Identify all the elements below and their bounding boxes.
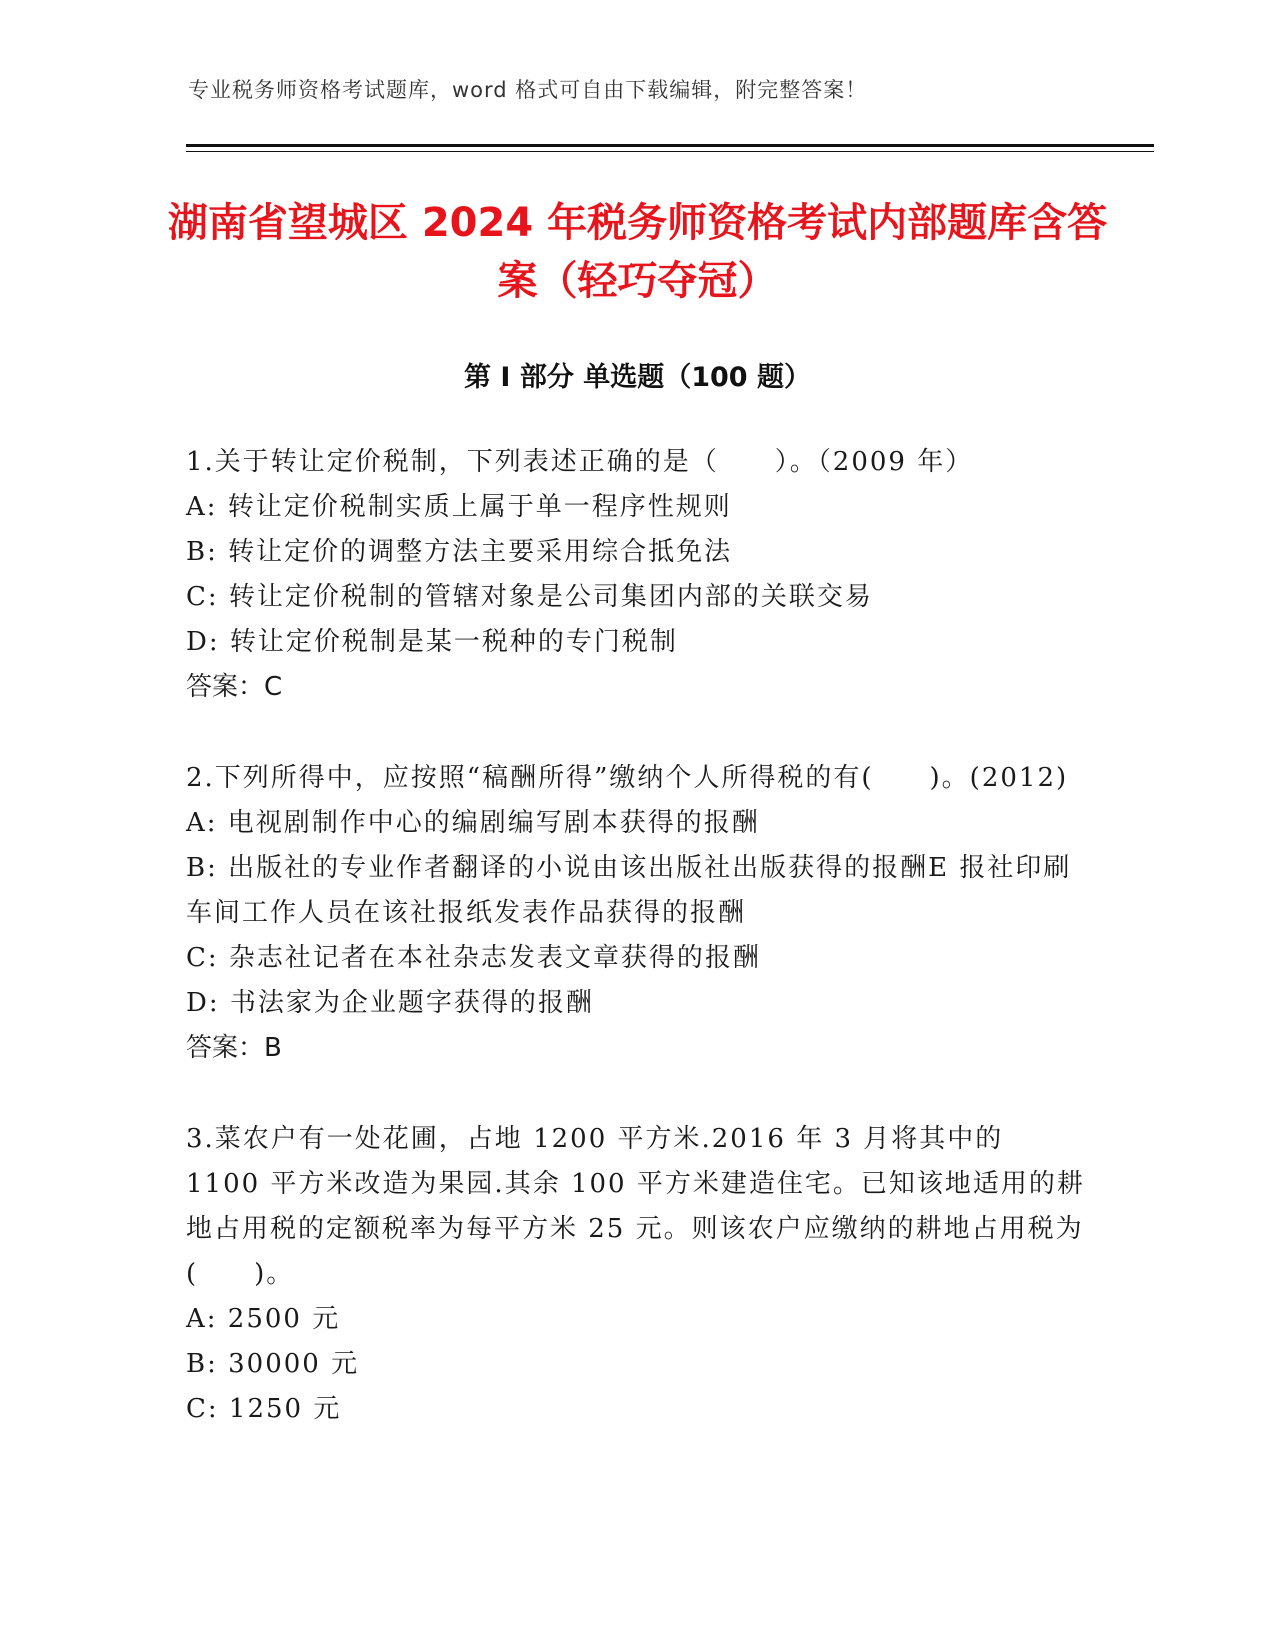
question-text: 1.关于转让定价税制，下列表述正确的是（ ）。（2009 年）: [186, 447, 974, 477]
option-a: A: 2500 元: [186, 1304, 341, 1334]
question-text: 3.菜农户有一处花圃，占地 1200 平方米.2016 年 3 月将其中的 1100 平方米改造为果园.其余 100 平方米建造住宅。已知该地适用的耕地占用税的定额税率为每平方米 25 元。则该农户应缴纳的耕地占用税为( )。: [186, 1124, 1085, 1289]
option-c: C: 转让定价税制的管辖对象是公司集团内部的关联交易: [186, 582, 873, 612]
question-list: [186, 440, 1086, 1478]
option-b: B: 30000 元: [186, 1349, 360, 1379]
question-3: [186, 1117, 1086, 1432]
header-rule-thick: [186, 144, 1154, 147]
option-a: A: 电视剧制作中心的编剧编写剧本获得的报酬: [186, 808, 760, 838]
answer: 答案：C: [186, 672, 283, 702]
option-c: C: 杂志社记者在本社杂志发表文章获得的报酬: [186, 943, 761, 973]
answer: 答案：B: [186, 1033, 282, 1063]
section-heading: 第 I 部分 单选题（100 题）: [463, 362, 811, 393]
header-rule-thin: [186, 151, 1154, 152]
option-b: B: 转让定价的调整方法主要采用综合抵免法: [186, 537, 733, 567]
option-b: B: 出版社的专业作者翻译的小说由该出版社出版获得的报酬E 报社印刷车间工作人员在该社报纸发表作品获得的报酬: [186, 853, 1072, 928]
document-title: 湖南省望城区 2024 年税务师资格考试内部题库含答案（轻巧夺冠）: [167, 200, 1108, 304]
question-text: 2.下列所得中，应按照“稿酬所得”缴纳个人所得税的有( )。(2012): [186, 763, 1069, 793]
option-c: C: 1250 元: [186, 1394, 342, 1424]
option-a: A: 转让定价税制实质上属于单一程序性规则: [186, 492, 732, 522]
option-d: D: 转让定价税制是某一税种的专门税制: [186, 627, 678, 657]
option-d: D: 书法家为企业题字获得的报酬: [186, 988, 594, 1018]
header-note: 专业税务师资格考试题库，word 格式可自由下载编辑，附完整答案！: [188, 78, 868, 102]
question-1: [186, 440, 1086, 710]
question-2: [186, 756, 1086, 1071]
